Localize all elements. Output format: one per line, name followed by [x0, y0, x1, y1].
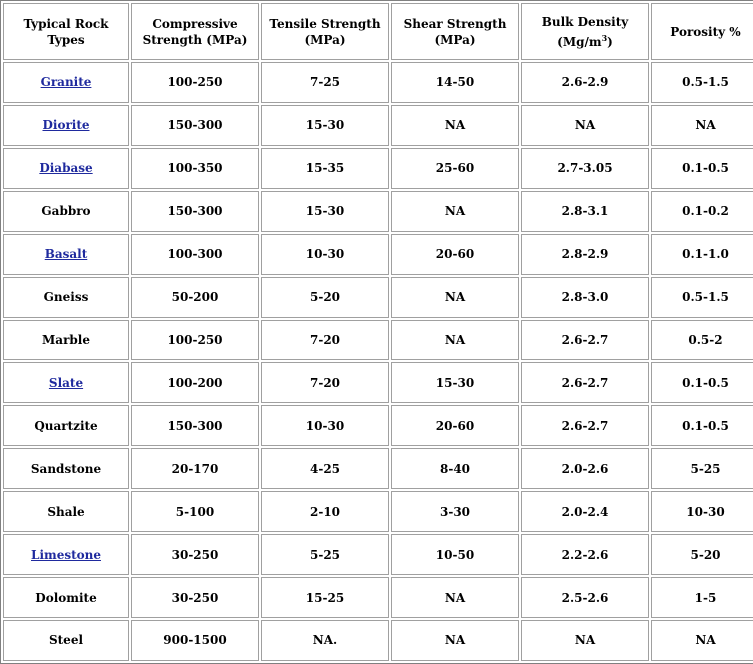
header-tensile-line1: Tensile Strength	[269, 16, 381, 31]
bulk-density-cell: 2.7-3.05	[521, 148, 649, 189]
rock-type-label: Dolomite	[35, 590, 97, 605]
rock-type-cell	[3, 105, 129, 146]
tensile-strength-cell: 15-25	[261, 577, 389, 618]
header-bulk-line1: Bulk Density	[541, 14, 629, 29]
compressive-strength-cell: 100-200	[131, 362, 259, 403]
bulk-density-cell: 2.6-2.7	[521, 320, 649, 361]
tensile-strength-cell: 15-35	[261, 148, 389, 189]
rock-type-link[interactable]: Limestone	[31, 547, 101, 562]
shear-strength-cell: 3-30	[391, 491, 519, 532]
bulk-density-cell: 2.8-3.1	[521, 191, 649, 232]
rock-type-cell	[3, 62, 129, 103]
bulk-density-cell: NA	[521, 620, 649, 661]
shear-strength-cell: 20-60	[391, 405, 519, 446]
compressive-strength-cell: 100-350	[131, 148, 259, 189]
table-row	[3, 191, 753, 232]
bulk-density-cell: 2.5-2.6	[521, 577, 649, 618]
table-row	[3, 234, 753, 275]
rock-type-cell	[3, 148, 129, 189]
tensile-strength-cell: 7-25	[261, 62, 389, 103]
table-row	[3, 105, 753, 146]
header-compressive-line1: Compressive	[152, 16, 238, 31]
rock-type-cell	[3, 620, 129, 661]
porosity-cell: 0.1-0.5	[651, 362, 753, 403]
porosity-cell: 0.5-1.5	[651, 62, 753, 103]
compressive-strength-cell: 100-300	[131, 234, 259, 275]
rock-type-cell	[3, 491, 129, 532]
rock-type-cell	[3, 534, 129, 575]
rock-type-cell	[3, 191, 129, 232]
header-bulk-close: )	[607, 34, 613, 49]
rock-type-link[interactable]: Basalt	[44, 247, 88, 262]
bulk-density-cell: 2.8-2.9	[521, 234, 649, 275]
bulk-density-cell: 2.0-2.4	[521, 491, 649, 532]
table-row	[3, 277, 753, 318]
porosity-cell: NA	[651, 620, 753, 661]
bulk-density-cell: 2.6-2.7	[521, 362, 649, 403]
bulk-density-cell: 2.6-2.7	[521, 405, 649, 446]
compressive-strength-cell: 150-300	[131, 405, 259, 446]
porosity-cell: 0.1-1.0	[651, 234, 753, 275]
header-shear-strength	[391, 3, 519, 60]
shear-strength-cell: NA	[391, 320, 519, 361]
shear-strength-cell: 14-50	[391, 62, 519, 103]
table-row	[3, 362, 753, 403]
compressive-strength-cell: 100-250	[131, 320, 259, 361]
porosity-cell: 0.5-2	[651, 320, 753, 361]
porosity-cell: 0.1-0.5	[651, 148, 753, 189]
rock-type-cell	[3, 405, 129, 446]
rock-type-label: Marble	[42, 332, 90, 347]
compressive-strength-cell: 20-170	[131, 448, 259, 489]
rock-type-cell	[3, 362, 129, 403]
shear-strength-cell: 8-40	[391, 448, 519, 489]
header-compressive-strength	[131, 3, 259, 60]
rock-type-label: Quartzite	[34, 418, 98, 433]
tensile-strength-cell: 5-20	[261, 277, 389, 318]
header-tensile-line2: (MPa)	[304, 32, 346, 47]
tensile-strength-cell: 10-30	[261, 405, 389, 446]
rock-type-cell	[3, 277, 129, 318]
shear-strength-cell: NA	[391, 277, 519, 318]
header-porosity	[651, 3, 753, 60]
rock-type-link[interactable]: Diabase	[39, 161, 93, 176]
rock-type-cell	[3, 320, 129, 361]
rock-type-cell	[3, 577, 129, 618]
tensile-strength-cell: 15-30	[261, 105, 389, 146]
header-rock-type-line2: Types	[47, 32, 85, 47]
compressive-strength-cell: 30-250	[131, 534, 259, 575]
table-row	[3, 405, 753, 446]
bulk-density-cell: 2.8-3.0	[521, 277, 649, 318]
compressive-strength-cell: 100-250	[131, 62, 259, 103]
header-porosity-label: Porosity %	[670, 24, 741, 39]
shear-strength-cell: NA	[391, 577, 519, 618]
compressive-strength-cell: 5-100	[131, 491, 259, 532]
rock-type-label: Shale	[47, 504, 85, 519]
table-body	[3, 62, 753, 661]
shear-strength-cell: 15-30	[391, 362, 519, 403]
header-bulk-superscript: 3	[601, 32, 608, 43]
porosity-cell: NA	[651, 105, 753, 146]
compressive-strength-cell: 30-250	[131, 577, 259, 618]
header-rock-type	[3, 3, 129, 60]
rock-type-label: Steel	[48, 633, 84, 648]
rock-type-link[interactable]: Slate	[48, 375, 84, 390]
rock-type-cell	[3, 448, 129, 489]
header-bulk-line2: (Mg/m	[557, 34, 602, 49]
table-row	[3, 577, 753, 618]
porosity-cell: 5-25	[651, 448, 753, 489]
bulk-density-cell: 2.2-2.6	[521, 534, 649, 575]
header-compressive-line2: Strength (MPa)	[142, 32, 248, 47]
rock-type-label: Gabbro	[41, 204, 91, 219]
shear-strength-cell: 10-50	[391, 534, 519, 575]
rock-type-link[interactable]: Diorite	[42, 118, 90, 133]
tensile-strength-cell: 4-25	[261, 448, 389, 489]
header-tensile-strength	[261, 3, 389, 60]
rock-type-label: Sandstone	[30, 461, 102, 476]
shear-strength-cell: 25-60	[391, 148, 519, 189]
shear-strength-cell: NA	[391, 620, 519, 661]
table-row	[3, 620, 753, 661]
compressive-strength-cell: 50-200	[131, 277, 259, 318]
bulk-density-cell: 2.0-2.6	[521, 448, 649, 489]
porosity-cell: 0.5-1.5	[651, 277, 753, 318]
table-row	[3, 62, 753, 103]
table-row	[3, 534, 753, 575]
header-shear-line1: Shear Strength	[403, 16, 507, 31]
header-shear-line2: (MPa)	[434, 32, 476, 47]
bulk-density-cell: 2.6-2.9	[521, 62, 649, 103]
tensile-strength-cell: 7-20	[261, 362, 389, 403]
porosity-cell: 10-30	[651, 491, 753, 532]
rock-type-link[interactable]: Granite	[40, 75, 92, 90]
table-row	[3, 320, 753, 361]
table-row	[3, 491, 753, 532]
tensile-strength-cell: 5-25	[261, 534, 389, 575]
tensile-strength-cell: 2-10	[261, 491, 389, 532]
header-rock-type-line1: Typical Rock	[23, 16, 109, 31]
compressive-strength-cell: 900-1500	[131, 620, 259, 661]
rock-type-cell	[3, 234, 129, 275]
porosity-cell: 5-20	[651, 534, 753, 575]
table-row	[3, 148, 753, 189]
shear-strength-cell: 20-60	[391, 234, 519, 275]
porosity-cell: 1-5	[651, 577, 753, 618]
compressive-strength-cell: 150-300	[131, 191, 259, 232]
header-bulk-density	[521, 3, 649, 60]
tensile-strength-cell: NA.	[261, 620, 389, 661]
porosity-cell: 0.1-0.5	[651, 405, 753, 446]
shear-strength-cell: NA	[391, 191, 519, 232]
tensile-strength-cell: 10-30	[261, 234, 389, 275]
tensile-strength-cell: 7-20	[261, 320, 389, 361]
bulk-density-cell: NA	[521, 105, 649, 146]
header-row	[3, 3, 753, 60]
compressive-strength-cell: 150-300	[131, 105, 259, 146]
shear-strength-cell: NA	[391, 105, 519, 146]
table-row	[3, 448, 753, 489]
tensile-strength-cell: 15-30	[261, 191, 389, 232]
rock-type-label: Gneiss	[43, 290, 89, 305]
porosity-cell: 0.1-0.2	[651, 191, 753, 232]
